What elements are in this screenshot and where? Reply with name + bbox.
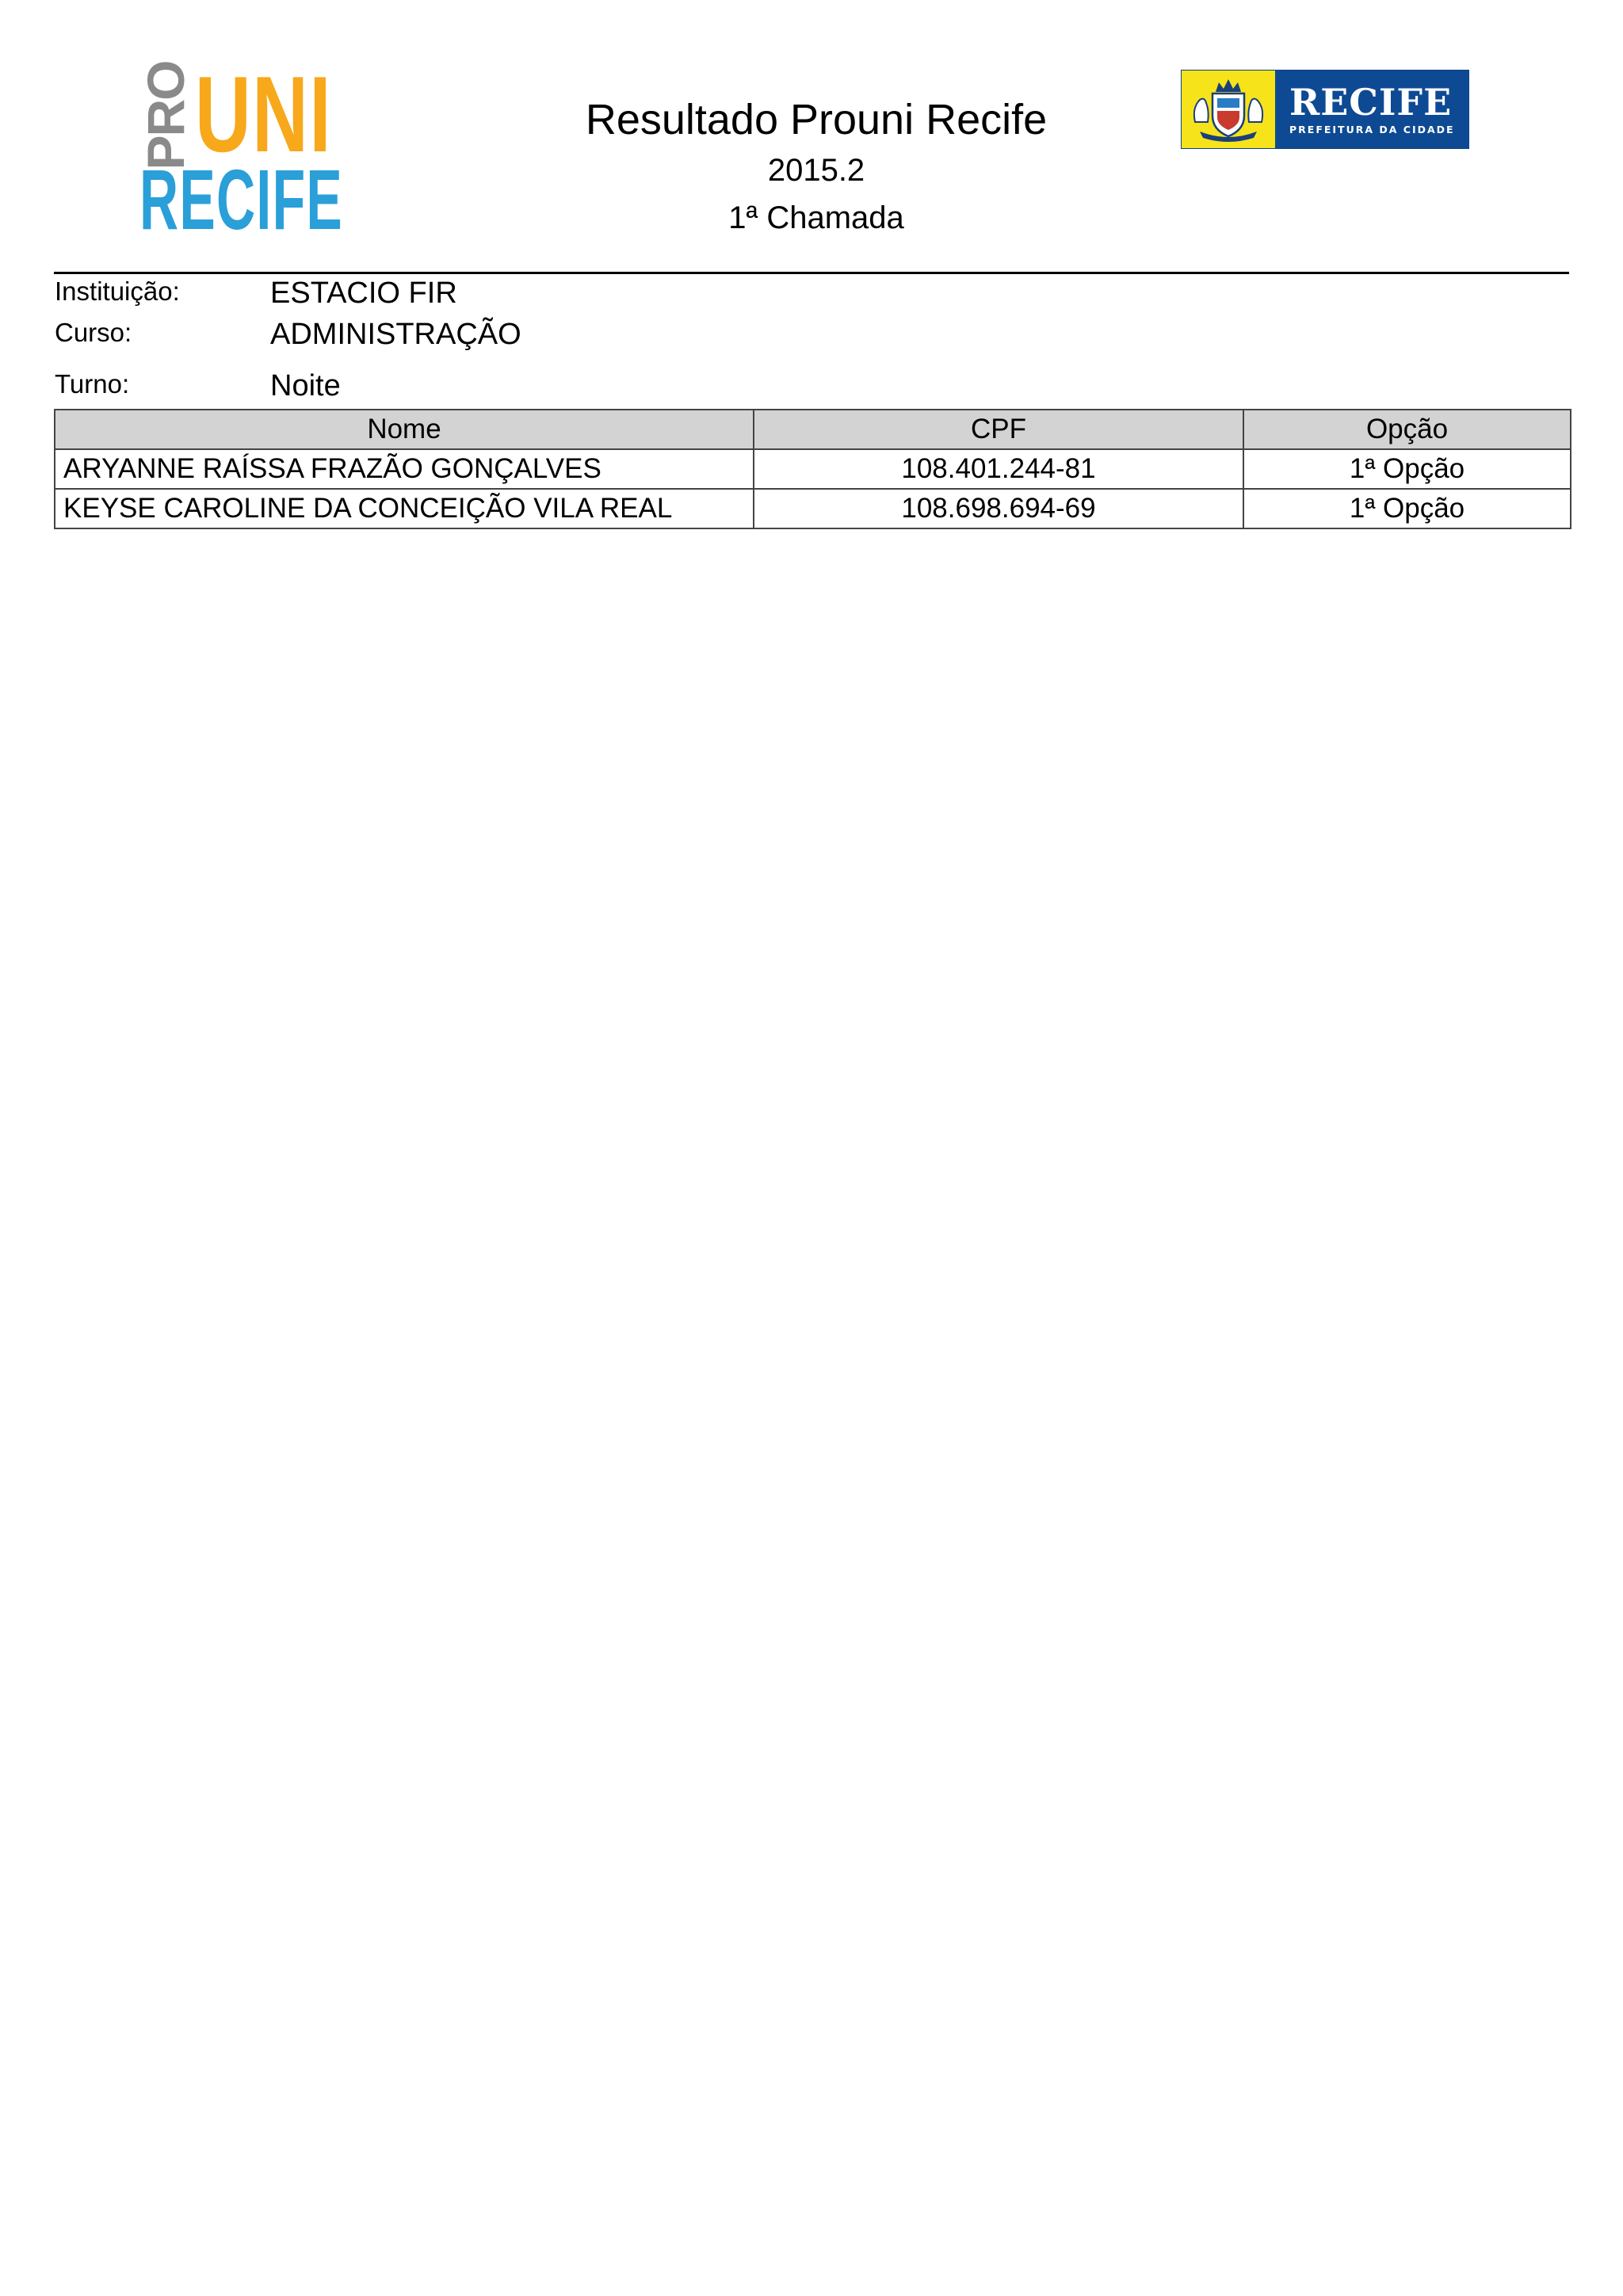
prefeitura-recife-logo [1181,70,1469,149]
logo-recife-text: RECIFE [139,151,344,247]
prouni-recife-logo [136,54,344,247]
cell-nome: ARYANNE RAÍSSA FRAZÃO GONÇALVES [55,449,754,489]
header-divider [54,272,1569,274]
logo-pro-text: PRO [136,61,195,170]
table-row [55,449,1571,489]
column-header-cpf: CPF [754,410,1243,449]
document-title: Resultado Prouni Recife [585,96,1048,143]
cell-opcao: 1ª Opção [1243,449,1571,489]
cell-nome: KEYSE CAROLINE DA CONCEIÇÃO VILA REAL [55,489,754,528]
recife-wordmark-tagline: PREFEITURA DA CIDADE [1289,123,1455,135]
document-title-block [491,93,1141,241]
city-crest-icon [1182,71,1275,148]
recife-wordmark-name: RECIFE [1289,80,1453,124]
table-row [55,489,1571,528]
document-period: 2015.2 [767,153,865,188]
curso-value: ADMINISTRAÇÃO [270,318,521,351]
curso-label: Curso: [55,318,132,347]
turno-value: Noite [270,369,341,402]
column-header-nome: Nome [55,410,754,449]
column-header-opcao: Opção [1243,410,1571,449]
recife-wordmark [1275,71,1468,148]
cell-cpf: 108.401.244-81 [754,449,1243,489]
logo-uni-text: UNI [195,54,332,174]
turno-label: Turno: [55,369,130,399]
results-table [54,409,1571,529]
cell-cpf: 108.698.694-69 [754,489,1243,528]
instituicao-label: Instituição: [55,277,180,306]
cell-opcao: 1ª Opção [1243,489,1571,528]
instituicao-value: ESTACIO FIR [270,277,457,310]
table-header-row [55,410,1571,449]
document-call: 1ª Chamada [728,200,904,235]
